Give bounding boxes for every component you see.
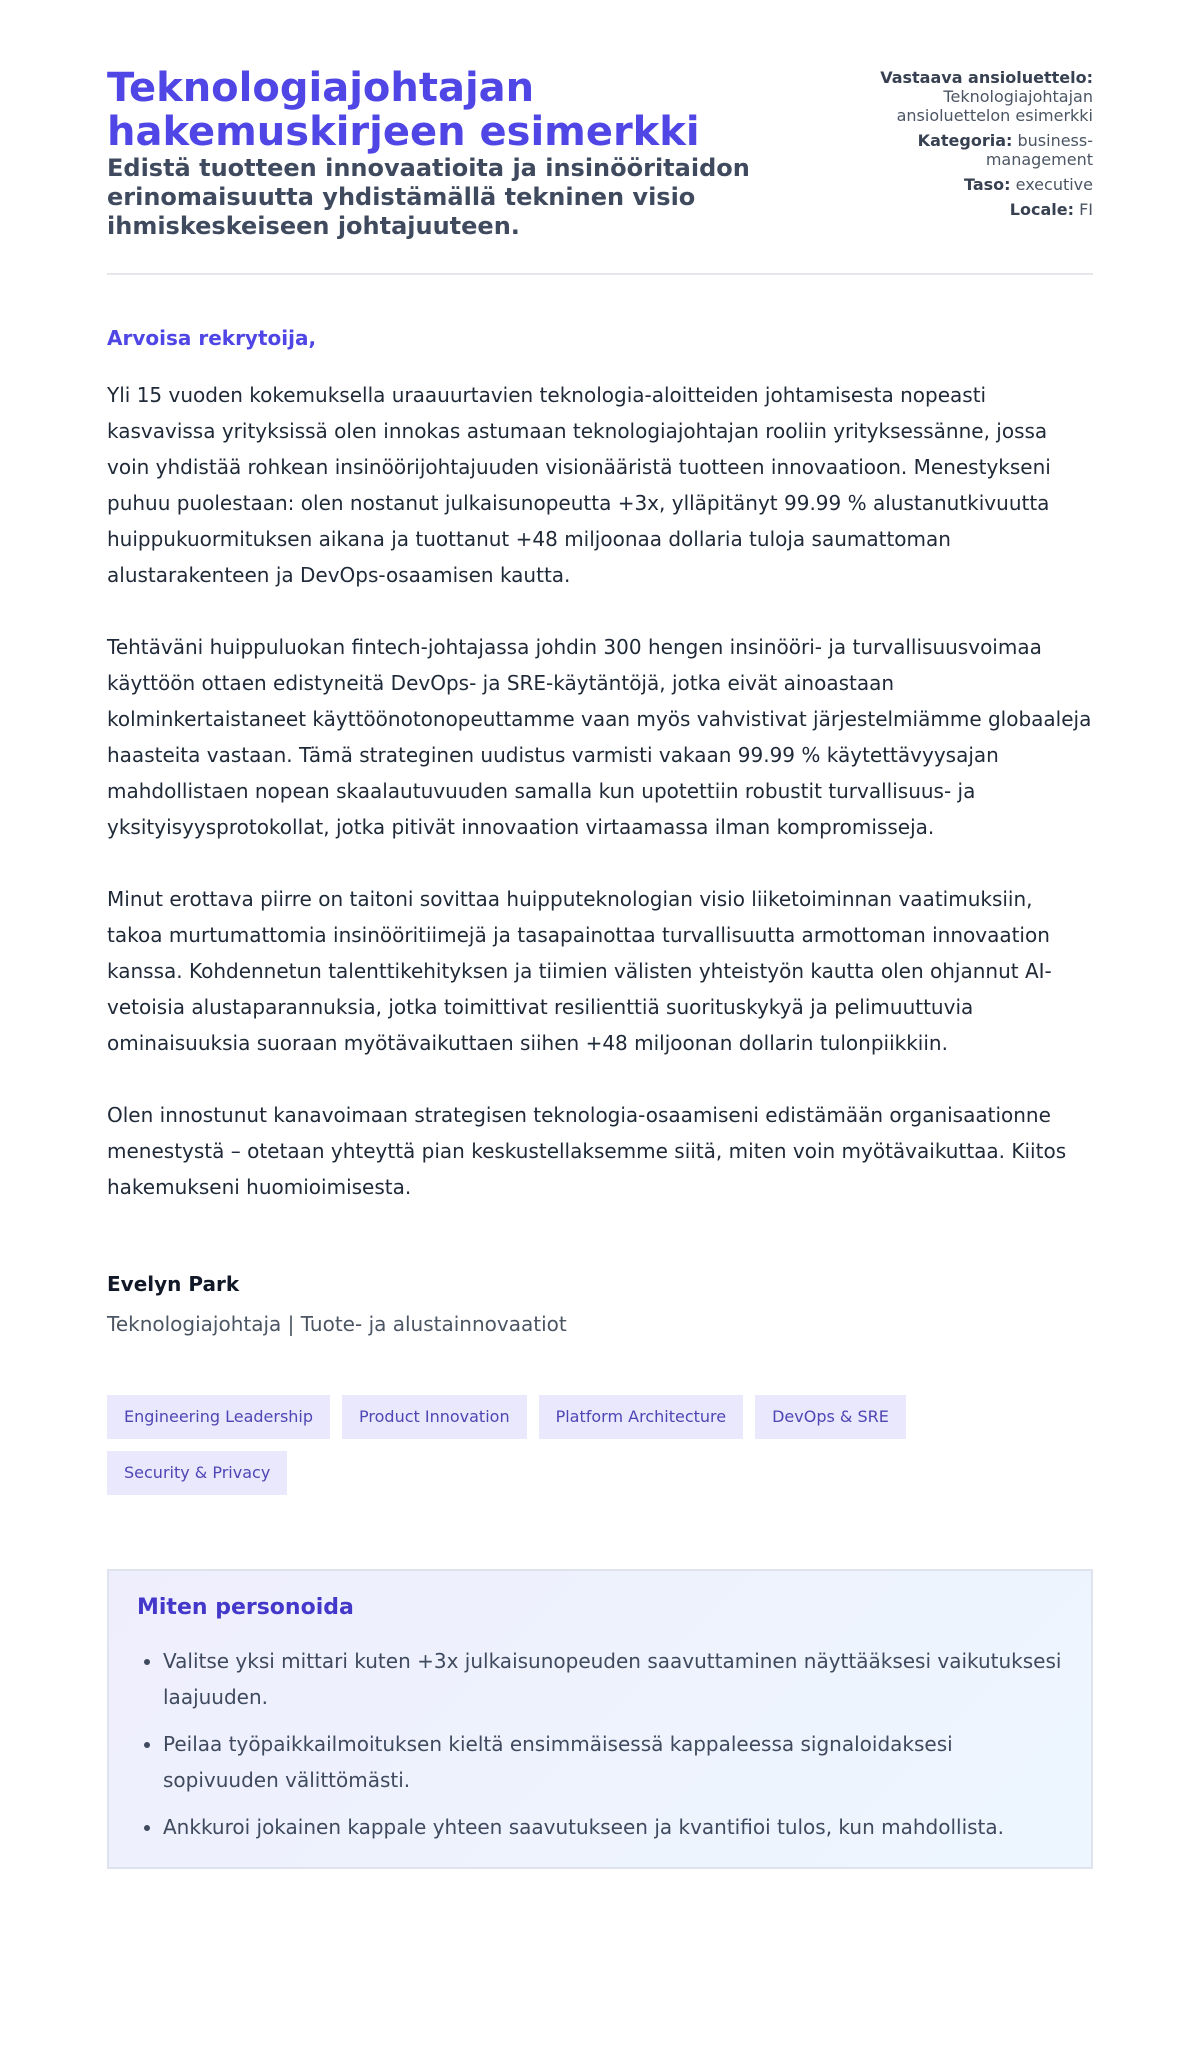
tip-item: • Peilaa työpaikkailmoituksen kieltä ensimmäisessä kappaleessa signaloidaksesi sopivuuden välittömästi. <box>163 1726 1063 1798</box>
meta-locale <box>833 200 1093 219</box>
skill-tag: Product Innovation <box>342 1395 527 1439</box>
header-titles <box>107 66 807 241</box>
letter-greeting: Arvoisa rekrytoija, <box>107 326 317 350</box>
meta-level-label: Taso: <box>963 175 1011 194</box>
signature-block <box>107 1269 1093 1339</box>
letter-body <box>107 323 1093 1205</box>
skill-tag: Platform Architecture <box>539 1395 744 1439</box>
meta-locale-label: Locale: <box>1009 200 1074 219</box>
personalization-tips-box <box>107 1569 1093 1869</box>
skill-tag: Engineering Leadership <box>107 1395 330 1439</box>
tips-title: Miten personoida <box>137 1595 354 1620</box>
page-title: Teknologiajohtajan hakemuskirjeen esimerkki <box>107 65 700 155</box>
page-header <box>107 66 1093 275</box>
tip-item: • Valitse yksi mittari kuten +3x julkaisunopeuden saavuttaminen näyttääksesi vaikutuksesi laajuuden. <box>163 1643 1063 1715</box>
meta-level <box>833 175 1093 194</box>
skill-tag: Security & Privacy <box>107 1451 287 1495</box>
letter-paragraph: Tehtäväni huippuluokan fintech-johtajassa johdin 300 hengen insinööri- ja turvallisuusvoimaa käyttöön ottaen edistyneitä DevOps- ja SRE-käytäntöjä, jotka eivät ainoastaan kolminkertaistaneet käyttöönotonopeuttamme vaan myös vahvistivat järjestelmiämme globaaleja haasteita vastaan. Tämä strateginen uudistus varmisti vakaan 99.99 % käytettävyysajan mahdollistaen nopean skaalautuvuuden samalla kun upotettiin robustit turvallisuus- ja yksityisyysprotokollat, jotka pitivät innovaation virtaamassa ilman kompromisseja. <box>107 635 1092 839</box>
signature-name: Evelyn Park <box>107 1272 240 1296</box>
tip-item: • Ankkuroi jokainen kappale yhteen saavutukseen ja kvantifioi tulos, kun mahdollista. <box>163 1809 1063 1845</box>
meta-category <box>833 131 1093 169</box>
meta-locale-value: FI <box>1079 200 1093 219</box>
skill-tags <box>107 1395 977 1495</box>
meta-category-label: Kategoria: <box>917 131 1013 150</box>
signature-title: Teknologiajohtaja | Tuote- ja alustainnovaatiot <box>107 1312 567 1336</box>
meta-related-resume-label: Vastaava ansioluettelo: <box>880 68 1093 87</box>
letter-paragraph: Minut erottava piirre on taitoni sovittaa huipputeknologian visio liiketoiminnan vaatimuksiin, takoa murtumattomia insinööritiimejä ja tasapainottaa turvallisuutta armottoman innovaation kanssa. Kohdennetun talenttikehityksen ja tiimien välisten yhteistyön kautta olen ohjannut AI-vetoisia alustaparannuksia, jotka toimittivat resilienttiä suorituskykyä ja pelimuuttuvia ominaisuuksia suoraan myötävaikuttaen siihen +48 miljoonan dollarin tulonpiikkiin. <box>107 887 1052 1055</box>
meta-level-value: executive <box>1015 175 1093 194</box>
tips-list <box>137 1643 1063 1845</box>
meta-related-resume <box>833 68 1093 125</box>
page-subtitle: Edistä tuotteen innovaatioita ja insinööritaidon erinomaisuutta yhdistämällä tekninen visio ihmiskeskeiseen johtajuuteen. <box>107 154 750 240</box>
meta-category-value: business-management <box>985 131 1093 169</box>
letter-paragraph: Olen innostunut kanavoimaan strategisen teknologia-osaamiseni edistämään organisaationne menestystä – otetaan yhteyttä pian keskustellaksemme siitä, miten voin myötävaikuttaa. Kiitos hakemukseni huomioimisesta. <box>107 1103 1067 1199</box>
cover-letter-page <box>107 0 1093 1937</box>
skill-tag: DevOps & SRE <box>755 1395 906 1439</box>
meta-panel <box>833 68 1093 225</box>
meta-related-resume-value: Teknologiajohtajan ansioluettelon esimerkki <box>896 87 1093 125</box>
letter-paragraph: Yli 15 vuoden kokemuksella uraauurtavien teknologia-aloitteiden johtamisesta nopeasti kasvavissa yrityksissä olen innokas astumaan teknologiajohtajan rooliin yrityksessänne, jossa voin yhdistää rohkean insinöörijohtajuuden visionääristä tuotteen innovaatioon. Menestykseni puhuu puolestaan: olen nostanut julkaisunopeutta +3x, ylläpitänyt 99.99 % alustanutkivuutta huippukuormituksen aikana ja tuottanut +48 miljoonaa dollaria tuloja saumattoman alustarakenteen ja DevOps-osaamisen kautta. <box>107 383 1051 587</box>
